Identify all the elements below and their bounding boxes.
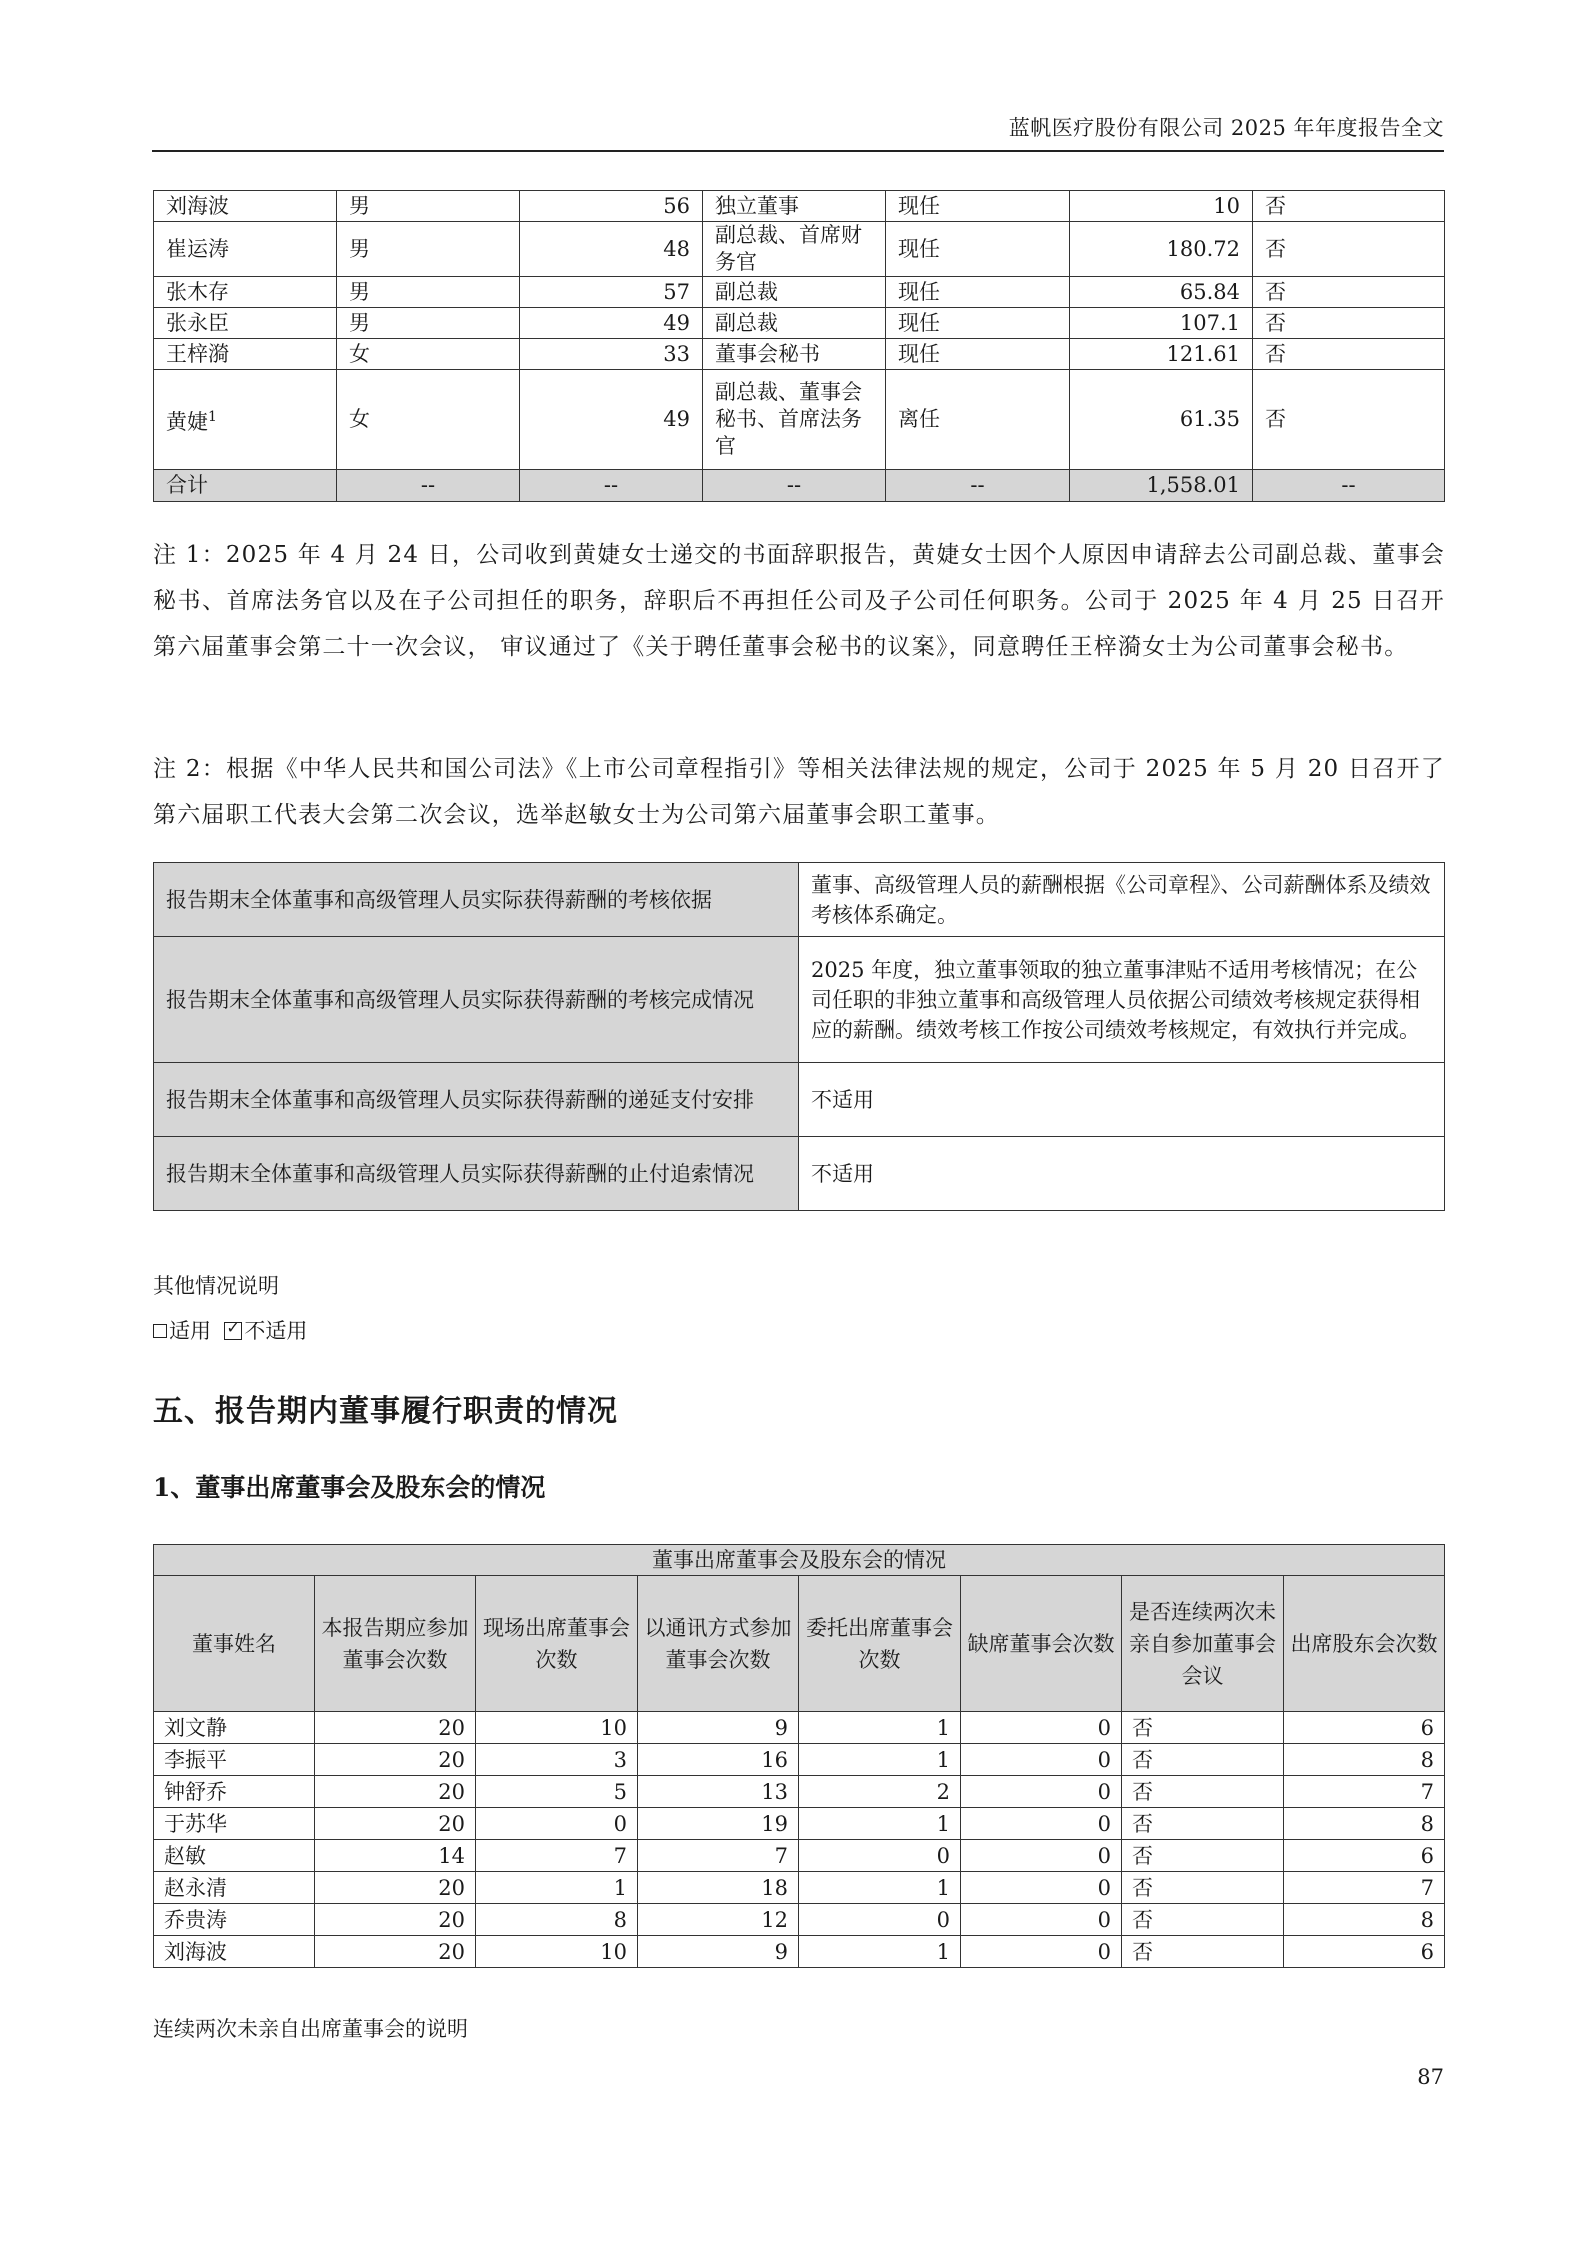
applicability-options (153, 1315, 307, 1345)
column-header: 现场出席董事会次数 (476, 1576, 638, 1712)
attendance-table-caption: 董事出席董事会及股东会的情况 (154, 1545, 1445, 1576)
cell-name (154, 308, 337, 339)
cell-title: 副总裁、董事会秘书、首席法务官 (703, 370, 886, 470)
cell-name (154, 339, 337, 370)
cell-value: 8 (476, 1904, 638, 1936)
cell-value: 10 (476, 1936, 638, 1968)
cell-name (154, 277, 337, 308)
compensation-table (153, 190, 1445, 502)
cell-value: 否 (1122, 1840, 1284, 1872)
cell-value: 20 (315, 1904, 476, 1936)
cell-title: 副总裁 (703, 308, 886, 339)
total-dash: -- (337, 470, 520, 502)
table-row (154, 191, 1445, 222)
cell-value: 1 (476, 1872, 638, 1904)
board-attendance-table (153, 1544, 1445, 1968)
cell-value: 20 (315, 1872, 476, 1904)
cell-director-name: 乔贵涛 (154, 1904, 315, 1936)
column-header: 缺席董事会次数 (961, 1576, 1122, 1712)
cell-related: 否 (1253, 370, 1445, 470)
cell-value: 1 (799, 1744, 961, 1776)
cell-name-text: 黄婕 (166, 409, 208, 434)
assessment-value: 董事、高级管理人员的薪酬根据《公司章程》、公司薪酬体系及绩效考核体系确定。 (799, 863, 1445, 937)
table-row (154, 863, 1445, 937)
cell-value: 0 (961, 1936, 1122, 1968)
table-row (154, 1063, 1445, 1137)
table-row (154, 1936, 1445, 1968)
total-dash: -- (886, 470, 1070, 502)
cell-status: 现任 (886, 222, 1070, 277)
cell-value: 否 (1122, 1936, 1284, 1968)
cell-gender: 男 (337, 191, 520, 222)
cell-pay: 65.84 (1070, 277, 1253, 308)
cell-name-text: 刘海波 (166, 193, 229, 218)
cell-value: 6 (1284, 1840, 1445, 1872)
column-header: 董事姓名 (154, 1576, 315, 1712)
cell-value: 19 (638, 1808, 799, 1840)
cell-value: 20 (315, 1808, 476, 1840)
cell-title: 副总裁、首席财务官 (703, 222, 886, 277)
cell-name-text: 张永臣 (166, 310, 229, 335)
table-row (154, 1712, 1445, 1744)
cell-related: 否 (1253, 191, 1445, 222)
subsection-1-heading: 1、董事出席董事会及股东会的情况 (153, 1473, 546, 1502)
cell-title: 独立董事 (703, 191, 886, 222)
cell-value: 9 (638, 1936, 799, 1968)
cell-director-name: 刘海波 (154, 1936, 315, 1968)
cell-value: 1 (799, 1808, 961, 1840)
table-row (154, 370, 1445, 470)
cell-value: 1 (799, 1872, 961, 1904)
checkbox-not-applicable-checked (224, 1322, 242, 1340)
cell-value: 3 (476, 1744, 638, 1776)
cell-value: 否 (1122, 1712, 1284, 1744)
total-dash: -- (1253, 470, 1445, 502)
cell-value: 5 (476, 1776, 638, 1808)
cell-director-name: 赵敏 (154, 1840, 315, 1872)
cell-age: 56 (520, 191, 703, 222)
cell-related: 否 (1253, 222, 1445, 277)
table-row (154, 1744, 1445, 1776)
cell-director-name: 赵永清 (154, 1872, 315, 1904)
page-number: 87 (1417, 2065, 1444, 2089)
compensation-assessment-table (153, 862, 1445, 1211)
column-header: 以通讯方式参加董事会次数 (638, 1576, 799, 1712)
cell-related: 否 (1253, 308, 1445, 339)
cell-gender: 女 (337, 339, 520, 370)
cell-name (154, 370, 337, 470)
column-header: 出席股东会次数 (1284, 1576, 1445, 1712)
cell-value: 6 (1284, 1936, 1445, 1968)
cell-value: 14 (315, 1840, 476, 1872)
cell-value: 0 (961, 1904, 1122, 1936)
cell-gender: 男 (337, 308, 520, 339)
cell-gender: 女 (337, 370, 520, 470)
cell-gender: 男 (337, 222, 520, 277)
cell-value: 7 (476, 1840, 638, 1872)
cell-value: 20 (315, 1744, 476, 1776)
table-row (154, 308, 1445, 339)
cell-pay: 180.72 (1070, 222, 1253, 277)
cell-pay: 121.61 (1070, 339, 1253, 370)
assessment-label: 报告期末全体董事和高级管理人员实际获得薪酬的考核完成情况 (154, 937, 799, 1063)
table-row (154, 1840, 1445, 1872)
cell-pay: 10 (1070, 191, 1253, 222)
cell-related: 否 (1253, 277, 1445, 308)
cell-value: 0 (961, 1744, 1122, 1776)
total-pay: 1,558.01 (1070, 470, 1253, 502)
cell-status: 现任 (886, 277, 1070, 308)
assessment-label: 报告期末全体董事和高级管理人员实际获得薪酬的递延支付安排 (154, 1063, 799, 1137)
cell-value: 0 (961, 1840, 1122, 1872)
footnote-marker: 1 (208, 408, 217, 425)
cell-title: 副总裁 (703, 277, 886, 308)
cell-value: 否 (1122, 1904, 1284, 1936)
cell-status: 现任 (886, 308, 1070, 339)
cell-value: 1 (799, 1712, 961, 1744)
cell-age: 57 (520, 277, 703, 308)
cell-director-name: 钟舒乔 (154, 1776, 315, 1808)
table-row (154, 277, 1445, 308)
header-divider (152, 150, 1444, 152)
consecutive-absence-note: 连续两次未亲自出席董事会的说明 (153, 2017, 468, 2041)
cell-value: 2 (799, 1776, 961, 1808)
cell-value: 10 (476, 1712, 638, 1744)
cell-value: 0 (961, 1808, 1122, 1840)
option-not-applicable-label: 不适用 (244, 1319, 308, 1343)
cell-director-name: 刘文静 (154, 1712, 315, 1744)
column-header: 委托出席董事会次数 (799, 1576, 961, 1712)
cell-director-name: 于苏华 (154, 1808, 315, 1840)
assessment-value: 2025 年度，独立董事领取的独立董事津贴不适用考核情况；在公司任职的非独立董事和高级管理人员依据公司绩效考核规定获得相应的薪酬。绩效考核工作按公司绩效考核规定，有效执行并完成。 (799, 937, 1445, 1063)
table-row (154, 1137, 1445, 1211)
table-row (154, 222, 1445, 277)
cell-name-text: 王梓漪 (166, 341, 229, 366)
table-row (154, 1872, 1445, 1904)
cell-value: 否 (1122, 1776, 1284, 1808)
cell-value: 7 (638, 1840, 799, 1872)
cell-value: 8 (1284, 1904, 1445, 1936)
cell-value: 8 (1284, 1744, 1445, 1776)
cell-value: 20 (315, 1776, 476, 1808)
cell-value: 13 (638, 1776, 799, 1808)
table-row (154, 937, 1445, 1063)
cell-value: 0 (961, 1776, 1122, 1808)
cell-status: 离任 (886, 370, 1070, 470)
cell-age: 33 (520, 339, 703, 370)
cell-value: 16 (638, 1744, 799, 1776)
cell-value: 否 (1122, 1808, 1284, 1840)
cell-title: 董事会秘书 (703, 339, 886, 370)
cell-value: 否 (1122, 1872, 1284, 1904)
cell-gender: 男 (337, 277, 520, 308)
cell-name-text: 张木存 (166, 279, 229, 304)
table-row (154, 339, 1445, 370)
cell-related: 否 (1253, 339, 1445, 370)
cell-name-text: 崔运涛 (166, 236, 229, 261)
cell-status: 现任 (886, 191, 1070, 222)
note-2: 注 2：根据《中华人民共和国公司法》《上市公司章程指引》等相关法律法规的规定，公司于 2025 年 5 月 20 日召开了第六届职工代表大会第二次会议，选举赵敏女士为公司第六届董事会职工董事。 (153, 756, 1445, 828)
cell-pay: 107.1 (1070, 308, 1253, 339)
cell-value: 6 (1284, 1712, 1445, 1744)
total-dash: -- (703, 470, 886, 502)
report-header-title: 蓝帆医疗股份有限公司 2025 年年度报告全文 (1008, 116, 1444, 140)
cell-age: 48 (520, 222, 703, 277)
total-row (154, 470, 1445, 502)
assessment-label: 报告期末全体董事和高级管理人员实际获得薪酬的止付追索情况 (154, 1137, 799, 1211)
cell-name (154, 222, 337, 277)
assessment-value: 不适用 (799, 1063, 1445, 1137)
cell-pay: 61.35 (1070, 370, 1253, 470)
cell-status: 现任 (886, 339, 1070, 370)
cell-value: 18 (638, 1872, 799, 1904)
checkbox-applicable (153, 1324, 167, 1338)
option-applicable-label: 适用 (169, 1319, 211, 1343)
cell-value: 0 (799, 1904, 961, 1936)
note-1: 注 1：2025 年 4 月 24 日，公司收到黄婕女士递交的书面辞职报告，黄婕女士因个人原因申请辞去公司副总裁、董事会秘书、首席法务官以及在子公司担任的职务，辞职后不再担任公司及子公司任何职务。公司于 2025 年 4 月 25 日召开第六届董事会第二十一次会议， 审议通过了《关于聘任董事会秘书的议案》，同意聘任王梓漪女士为公司董事会秘书。 (153, 542, 1445, 660)
cell-director-name: 李振平 (154, 1744, 315, 1776)
assessment-value: 不适用 (799, 1137, 1445, 1211)
cell-age: 49 (520, 308, 703, 339)
table-row (154, 1904, 1445, 1936)
cell-value: 8 (1284, 1808, 1445, 1840)
cell-value: 1 (799, 1936, 961, 1968)
total-label: 合计 (154, 470, 337, 502)
cell-value: 7 (1284, 1776, 1445, 1808)
cell-value: 20 (315, 1936, 476, 1968)
assessment-label: 报告期末全体董事和高级管理人员实际获得薪酬的考核依据 (154, 863, 799, 937)
cell-value: 20 (315, 1712, 476, 1744)
cell-value: 9 (638, 1712, 799, 1744)
section-5-heading: 五、报告期内董事履行职责的情况 (153, 1394, 618, 1429)
column-header: 本报告期应参加董事会次数 (315, 1576, 476, 1712)
cell-value: 7 (1284, 1872, 1445, 1904)
total-dash: -- (520, 470, 703, 502)
cell-value: 12 (638, 1904, 799, 1936)
table-row (154, 1776, 1445, 1808)
cell-value: 0 (476, 1808, 638, 1840)
cell-name (154, 191, 337, 222)
column-header: 是否连续两次未亲自参加董事会会议 (1122, 1576, 1284, 1712)
cell-value: 0 (961, 1872, 1122, 1904)
attendance-header-row (154, 1576, 1445, 1712)
cell-value: 否 (1122, 1744, 1284, 1776)
cell-value: 0 (961, 1712, 1122, 1744)
table-row (154, 1808, 1445, 1840)
cell-age: 49 (520, 370, 703, 470)
other-info-label: 其他情况说明 (153, 1274, 279, 1298)
cell-value: 0 (799, 1840, 961, 1872)
